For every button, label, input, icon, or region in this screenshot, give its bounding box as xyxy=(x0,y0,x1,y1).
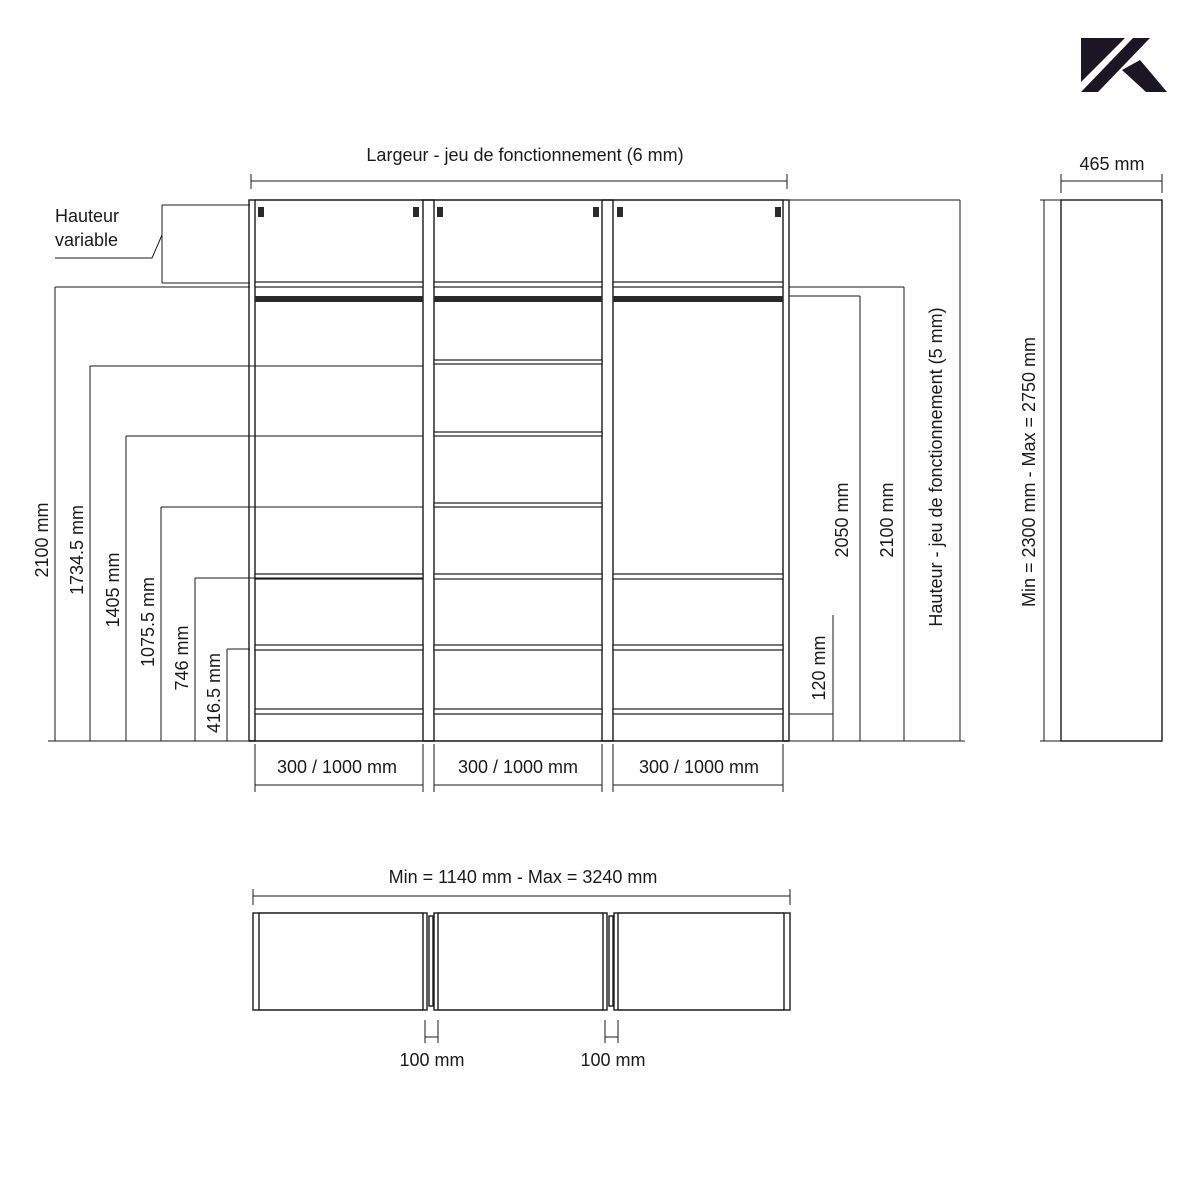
top-view xyxy=(253,867,790,1070)
hanging-rail-2 xyxy=(434,296,602,302)
height-label-2100-left: 2100 mm xyxy=(32,502,52,578)
height-label-120: 120 mm xyxy=(809,635,829,701)
hanging-rail-1 xyxy=(255,296,423,302)
gap-label-1: 100 mm xyxy=(399,1050,465,1070)
total-height-label: Hauteur - jeu de fonctionnement (5 mm) xyxy=(926,307,946,627)
variable-height-label-1: Hauteur xyxy=(55,206,120,226)
module-width-label-1: 300 / 1000 mm xyxy=(276,757,398,777)
top-width-range-label: Min = 1140 mm - Max = 3240 mm xyxy=(388,867,658,887)
width-label: Largeur - jeu de fonctionnement (6 mm) xyxy=(366,145,684,165)
height-label-746: 746 mm xyxy=(172,625,192,691)
variable-height-label-2: variable xyxy=(55,230,119,250)
height-label-1734: 1734.5 mm xyxy=(67,504,87,596)
hanging-rail-3 xyxy=(613,296,783,302)
module-width-label-2: 300 / 1000 mm xyxy=(457,757,579,777)
height-label-1405: 1405 mm xyxy=(103,552,123,628)
side-height-range-label: Min = 2300 mm - Max = 2750 mm xyxy=(1019,336,1039,608)
module-width-label-3: 300 / 1000 mm xyxy=(638,757,760,777)
height-label-2050: 2050 mm xyxy=(832,482,852,558)
height-label-1075: 1075.5 mm xyxy=(138,576,158,668)
upright-right xyxy=(783,200,789,741)
upright-left xyxy=(249,200,255,741)
upright-2 xyxy=(602,200,613,741)
height-label-2100-right: 2100 mm xyxy=(877,482,897,558)
upright-1 xyxy=(423,200,434,741)
brand-logo xyxy=(1081,38,1167,92)
gap-label-2: 100 mm xyxy=(580,1050,646,1070)
front-view xyxy=(32,145,965,792)
height-label-416: 416.5 mm xyxy=(204,652,224,734)
side-view xyxy=(1019,154,1162,741)
depth-label: 465 mm xyxy=(1079,154,1145,174)
